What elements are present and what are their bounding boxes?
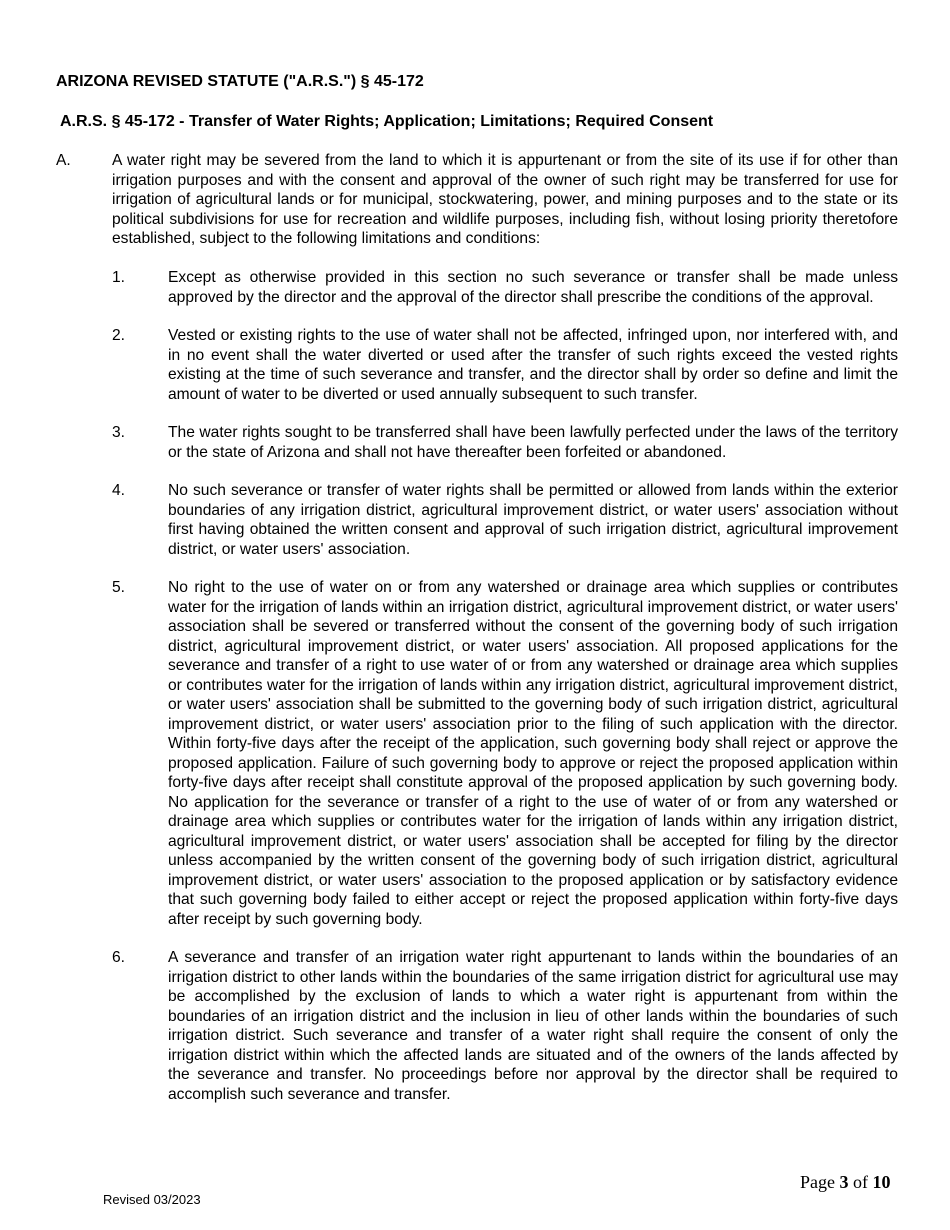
item-number: 5. bbox=[112, 579, 126, 596]
item-number: 6. bbox=[112, 949, 126, 966]
section-text: A water right may be severed from the land to which it is appurtenant or from the site of its use if for other than irrigation purposes and with the consent and approval of the owner of such right may be transferred for use for irrigation of agricultural lands or for municipal, stockwatering, power, and mining purposes and to the state or its political subdivisions for use for recreation and wildlife purposes, including fish, without losing priority theretofore established, subject to the following limitations and conditions: bbox=[112, 152, 898, 247]
item-number: 1. bbox=[112, 269, 126, 286]
page-current: 3 bbox=[839, 1172, 849, 1192]
section-label: A. bbox=[56, 152, 71, 169]
page-word: Page bbox=[800, 1172, 835, 1192]
item-text: Except as otherwise provided in this section no such severance or transfer shall be made unless approved by the director and the approval of the director shall prescribe the conditions of the approval. bbox=[168, 269, 898, 306]
item-number: 3. bbox=[112, 424, 126, 441]
list-item bbox=[112, 948, 898, 1104]
list-item bbox=[112, 326, 898, 404]
item-text: Vested or existing rights to the use of water shall not be affected, infringed upon, nor interfered with, and in no event shall the water diverted or used after the transfer of such rights exceed the vested rights existing at the time of such severance and transfer, and the director shall by order so define and limit the amount of water to be diverted or used annually subsequent to such transfer. bbox=[168, 327, 898, 403]
list-item bbox=[112, 268, 898, 307]
page-total: 10 bbox=[872, 1172, 891, 1192]
list-item bbox=[112, 578, 898, 929]
list-item bbox=[112, 481, 898, 559]
statute-subtitle: A.R.S. § 45-172 - Transfer of Water Rights; Application; Limitations; Required Consent bbox=[60, 113, 714, 130]
page-of: of bbox=[853, 1172, 868, 1192]
statute-title: ARIZONA REVISED STATUTE ("A.R.S.") § 45-172 bbox=[56, 73, 424, 90]
page-number bbox=[800, 1172, 891, 1193]
condition-list bbox=[112, 268, 898, 1123]
item-text: The water rights sought to be transferred shall have been lawfully perfected under the laws of the territory or the state of Arizona and shall not have thereafter been forfeited or abandoned. bbox=[168, 424, 898, 461]
list-item bbox=[112, 423, 898, 462]
item-number: 4. bbox=[112, 482, 126, 499]
item-text: No such severance or transfer of water rights shall be permitted or allowed from lands within the exterior boundaries of any irrigation district, agricultural improvement district, or water users' association without first having obtained the written consent and approval of such irrigation district, agricultural improvement district, or water users' association. bbox=[168, 482, 898, 558]
item-text: A severance and transfer of an irrigation water right appurtenant to lands within the boundaries of an irrigation district to other lands within the boundaries of the same irrigation district for agricultural use may be accomplished by the exclusion of lands to which a water right is appurtenant from within the boundaries of an irrigation district and the inclusion in lieu of other lands within the boundaries of such irrigation district. Such severance and transfer of a water right shall require the consent of only the irrigation district within which the affected lands are situated and of the owners of the lands affected by the severance and transfer. No proceedings before nor approval by the director shall be required to accomplish such severance and transfer. bbox=[168, 949, 898, 1103]
revised-date: Revised 03/2023 bbox=[103, 1192, 201, 1207]
item-text: No right to the use of water on or from any watershed or drainage area which supplies or contributes water for the irrigation of lands within an irrigation district, agricultural improvement district, or water users' association shall be severed or transferred without the consent of the governing body of such irrigation district, agricultural improvement district, or water users' association. All proposed applications for the severance and transfer of a right to use water of or from any watershed or drainage area which supplies or contributes water for the irrigation of lands within any irrigation district, agricultural improvement district, or water users' association shall be submitted to the governing body of such irrigation district, agricultural improvement district, or water users' association prior to the filing of such application with the director. Within forty-five days after the receipt of the application, such governing body shall reject or approve the proposed application. Failure of such governing body to approve or reject the proposed application within forty-five days after receipt shall constitute approval of the proposed application by such governing body. No application for the severance or transfer of a right to the use of water of or from any watershed or drainage area which supplies or contributes water for the irrigation of lands within any irrigation district, agricultural improvement district, or water users' association shall be accepted for filing by the director unless accompanied by the written consent of the governing body of such irrigation district, agricultural improvement district, or water users' association to the proposed application or by satisfactory evidence that such governing body failed to either accept or reject the proposed application within forty-five days after receipt by such governing body. bbox=[168, 579, 898, 928]
section-a bbox=[56, 151, 898, 249]
item-number: 2. bbox=[112, 327, 126, 344]
